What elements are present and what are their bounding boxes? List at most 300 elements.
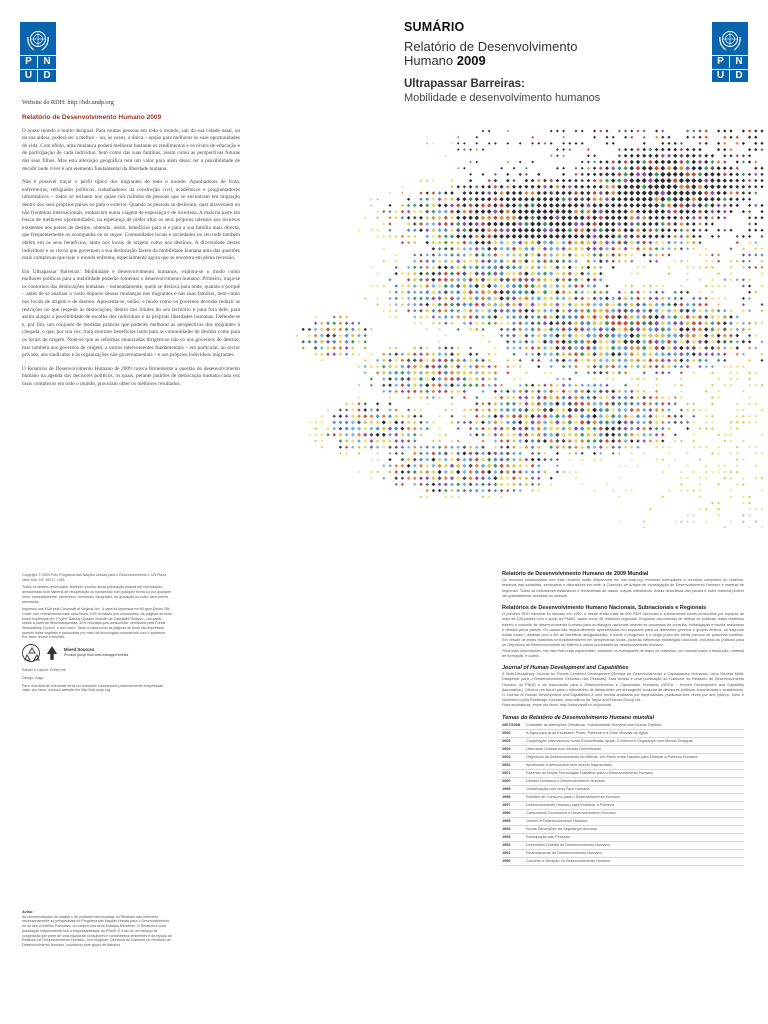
map-dot: [419, 197, 422, 200]
map-dot: [457, 167, 460, 170]
map-dot: [556, 458, 559, 461]
map-dot: [364, 346, 367, 349]
map-dot: [456, 390, 460, 394]
map-dot: [469, 321, 473, 325]
map-dot: [321, 446, 324, 449]
map-dot: [524, 185, 528, 189]
map-dot: [705, 520, 708, 523]
map-dot: [668, 446, 671, 449]
map-dot: [469, 427, 472, 430]
map-dot: [568, 247, 572, 251]
map-dot: [723, 191, 727, 195]
map-dot: [326, 427, 329, 430]
map-dot: [605, 253, 609, 257]
map-dot: [667, 247, 671, 251]
map-dot: [648, 241, 652, 245]
map-dot: [686, 452, 689, 455]
map-dot: [580, 272, 584, 276]
map-dot: [723, 129, 726, 132]
map-dot: [456, 241, 460, 245]
map-dot: [431, 383, 435, 387]
map-dot: [543, 309, 547, 313]
map-dot: [450, 439, 453, 442]
map-dot: [320, 327, 324, 331]
map-dot: [518, 215, 523, 220]
map-dot: [388, 445, 391, 448]
map-dot: [598, 414, 603, 419]
map-dot: [438, 203, 442, 207]
map-dot: [431, 476, 435, 480]
logo-letter: D: [38, 69, 56, 82]
map-dot: [586, 290, 590, 294]
map-dot: [413, 464, 417, 468]
map-dot: [642, 154, 646, 158]
map-dot: [556, 383, 560, 387]
map-dot: [630, 253, 634, 257]
map-dot: [660, 184, 665, 189]
map-dot: [674, 433, 677, 436]
map-dot: [462, 191, 466, 195]
map-dot: [574, 445, 578, 449]
map-dot: [686, 278, 689, 281]
map-dot: [469, 328, 472, 331]
map-dot: [394, 359, 398, 363]
map-dot: [692, 148, 695, 151]
map-dot: [648, 216, 652, 220]
map-dot: [512, 483, 516, 487]
map-dot: [407, 309, 410, 312]
map-dot: [432, 253, 435, 256]
map-dot: [488, 130, 491, 133]
map-dot: [561, 346, 565, 350]
map-dot: [705, 421, 708, 424]
map-dot: [673, 247, 676, 250]
map-dot: [394, 390, 397, 393]
map-dot: [692, 241, 695, 244]
map-dot: [493, 408, 497, 412]
map-dot: [667, 142, 670, 145]
map-dot: [574, 278, 578, 282]
map-dot: [692, 327, 696, 331]
map-dot: [456, 358, 460, 362]
map-dot: [506, 359, 509, 362]
map-dot: [394, 371, 398, 375]
website-line[interactable]: Website do RDH: http://hdr.undp.org: [22, 99, 114, 106]
theme-year: 1994: [502, 826, 511, 831]
map-dot: [493, 215, 498, 220]
map-dot: [388, 210, 391, 213]
map-dot: [679, 209, 684, 214]
map-dot: [549, 321, 553, 325]
map-dot: [376, 210, 379, 213]
map-dot: [445, 434, 448, 437]
map-dot: [518, 309, 522, 313]
map-dot: [370, 365, 373, 368]
map-dot: [419, 266, 423, 270]
map-dot: [562, 439, 566, 443]
map-dot: [395, 316, 398, 319]
theme-year: 1996: [502, 810, 511, 815]
map-dot: [655, 303, 659, 307]
map-dot: [506, 309, 510, 313]
map-dot: [431, 216, 435, 220]
map-dot: [469, 259, 473, 263]
map-dot: [580, 315, 585, 320]
map-dot: [400, 365, 404, 369]
map-dot: [444, 228, 448, 232]
map-dot: [549, 296, 553, 300]
map-dot: [518, 439, 522, 443]
intro-paragraph: Em Ultrapassar Barreiras: Mobilidade e desenvolvimento humanos, explora-se o modo como melhores políticas para a mobilidade poderão fomentar o desenvolvimento humano. Primeiro, traça-se os contornos das deslocações humanas – nomeadamente, quem se desloca para onde, quando e porquê – antes de se analisar o vasto impacto dessas mudanças nos migrantes e nas suas famílias, bem como nos locais de origem e de destino. Apresenta-se, então, o modo como os governos deverão reduzir as restrições no que respeita às deslocações, dentro dos limites do seu território e para fora dele, para assim alargar a possibilidade de escolha dos indivíduos e as próprias liberdades humanas. Defende-se e, por fim, um conjunto de medidas práticas que poderão melhorar as perspectivas dos migrantes à chegada, o que, por sua vez, trará enormes benefícios tanto para as comunidades de destino como para os locais de origem. Note-se que as reformas enunciadas dirigem-se não só aos governos de destino, mas também aos governos de origem, a outros intervenientes fundamentais – em particular, ao sector privado, aos sindicatos e às organizações não governamentais – e aos próprios indivíduos migrantes.: [22, 268, 240, 359]
map-dot: [717, 148, 720, 151]
map-dot: [716, 178, 720, 182]
map-dot: [493, 451, 497, 455]
disclaimer-block: [22, 910, 172, 948]
map-dot: [661, 371, 664, 374]
map-dot: [599, 439, 603, 443]
map-dot: [475, 451, 479, 455]
map-dot: [487, 309, 491, 313]
section-link[interactable]: Para assinaturas, envie por favor: http://www.tandf.co.uk/journals: [502, 703, 612, 708]
map-dot: [611, 172, 615, 176]
map-dot: [736, 371, 739, 374]
map-dot: [642, 396, 646, 400]
map-dot: [481, 315, 485, 319]
map-dot: [692, 309, 696, 313]
map-dot: [637, 272, 640, 275]
map-dot: [432, 241, 436, 245]
map-dot: [518, 277, 523, 282]
map-dot: [326, 327, 330, 331]
map-dot: [742, 173, 745, 176]
printing-text: Impresso nos EUA pela Colorcraft of Virginia, Inc. A capa foi impressa em 80 gsm Devon Silk Cover com revestimento mate ultra-fosco, 10% reciclado pós-consumidor. As páginas de texto foram impressas em 70 g/m² Natural Opaque Smooth de Cascades Rolland – um papel obtido a partir de fibra branqueada, 30% reciclado pós-consumidor, certificado pela Forest Stewardship Council, e sem cloro. Tanto a capa como as páginas de texto são impressas usando tintas vegetais e produzidas por meio de tecnologias compatíveis com o ambiente. Por favor recicle e reutilize.: [22, 607, 173, 640]
map-dot: [692, 247, 695, 250]
map-dot: [611, 346, 616, 351]
copyright-text: Copyright © 2009 Pelo Programa das Nações Unidas para o Desenvolvimento 1 UN Plaza, New York, NY 10017, USA: [22, 573, 168, 582]
map-dot: [611, 178, 615, 182]
map-dot: [679, 178, 684, 183]
map-dot: [748, 253, 751, 256]
map-dot: [407, 470, 411, 474]
map-dot: [680, 291, 683, 294]
map-dot: [667, 297, 671, 301]
map-dot: [537, 383, 540, 386]
map-dot: [617, 315, 622, 320]
map-dot: [487, 489, 490, 492]
map-dot: [413, 446, 416, 449]
map-dot: [623, 166, 627, 170]
map-dot: [431, 364, 435, 368]
map-dot: [698, 209, 702, 213]
map-dot: [512, 396, 516, 400]
map-dot: [667, 303, 671, 307]
map-dot: [338, 346, 342, 350]
map-dot: [413, 297, 417, 301]
map-dot: [555, 340, 559, 344]
map-dot: [599, 259, 603, 263]
map-dot: [660, 190, 665, 195]
map-dot: [642, 390, 645, 393]
map-dot: [593, 179, 597, 183]
section-link[interactable]: Para mais informações, ver http://hdr.undp.org/en/nhdr/, incluindo os exemplares de todos os relatórios, um manual sobre a resolução, material de formação, e outros.: [502, 648, 744, 658]
map-dot: [444, 234, 448, 238]
map-dot: [494, 321, 498, 325]
map-dot: [661, 414, 665, 418]
disclaimer-heading: Aviso:: [22, 910, 34, 914]
map-dot: [462, 358, 466, 362]
map-dot: [649, 285, 652, 288]
theme-title: Liberdade Cultural num Mundo Diversificado: [526, 746, 601, 751]
map-dot: [543, 240, 548, 245]
map-dot: [623, 184, 628, 189]
map-dot: [667, 241, 671, 245]
theme-year: 1999: [502, 786, 511, 791]
map-dot: [444, 489, 447, 492]
map-dot: [524, 271, 529, 276]
map-dot: [555, 358, 559, 362]
map-dot: [524, 470, 528, 474]
map-dot: [506, 321, 510, 325]
map-dot: [487, 408, 491, 412]
map-dot: [742, 328, 746, 332]
map-dot: [705, 260, 708, 263]
map-dot: [450, 321, 453, 324]
map-dot: [487, 209, 492, 214]
map-dot: [599, 130, 602, 133]
map-dot: [568, 309, 572, 313]
map-dot: [425, 222, 429, 226]
map-dot: [389, 396, 392, 399]
map-dot: [686, 129, 689, 132]
map-dot: [376, 414, 380, 418]
map-dot: [493, 420, 497, 424]
map-dot: [426, 402, 429, 405]
map-dot: [400, 383, 404, 387]
map-dot: [401, 192, 404, 195]
map-dot: [736, 378, 739, 381]
map-dot: [537, 185, 541, 189]
map-dot: [760, 173, 763, 176]
map-dot: [723, 384, 726, 387]
map-dot: [518, 420, 522, 424]
map-dot: [748, 204, 751, 207]
map-dot: [420, 496, 422, 498]
map-dot: [717, 433, 720, 436]
map-dot: [425, 290, 429, 294]
map-dot: [450, 216, 454, 220]
map-dot: [444, 445, 448, 449]
map-dot: [685, 160, 689, 164]
map-dot: [593, 296, 597, 300]
map-dot: [748, 377, 751, 380]
map-dot: [524, 290, 529, 295]
map-dot: [574, 371, 577, 374]
map-dot: [549, 259, 553, 263]
map-dot: [487, 365, 491, 369]
map-dot: [382, 445, 386, 449]
map-dot: [617, 240, 621, 244]
map-dot: [493, 197, 497, 201]
map-dot: [642, 247, 646, 251]
map-dot: [463, 167, 466, 170]
map-dot: [661, 358, 665, 362]
map-dot: [475, 203, 479, 207]
fsc-tree-icon: [46, 645, 58, 661]
map-dot: [624, 247, 628, 251]
map-dot: [487, 277, 492, 282]
map-dot: [518, 253, 522, 257]
map-dot: [499, 215, 504, 220]
map-dot: [655, 285, 658, 288]
map-dot: [550, 458, 553, 461]
map-dot: [636, 290, 640, 294]
map-dot: [419, 296, 423, 300]
map-dot: [667, 234, 671, 238]
map-dot: [692, 315, 696, 319]
map-dot: [729, 340, 733, 344]
map-dot: [493, 277, 498, 282]
map-dot: [463, 321, 467, 325]
map-dot: [630, 228, 634, 232]
theme-title: Padrões de Consumo para o Desenvolvimento Humano: [526, 794, 621, 799]
map-dot: [481, 185, 485, 189]
map-dot: [499, 290, 504, 295]
map-dot: [748, 495, 751, 498]
map-dot: [748, 384, 751, 387]
map-dot: [648, 296, 652, 300]
map-dot: [760, 216, 763, 219]
map-dot: [512, 433, 516, 437]
map-dot: [742, 278, 745, 281]
map-dot: [748, 216, 751, 219]
map-dot: [549, 209, 554, 214]
map-dot: [655, 458, 658, 461]
map-dot: [581, 130, 584, 133]
map-dot: [518, 259, 522, 263]
map-dot: [493, 284, 498, 289]
map-dot: [437, 470, 441, 474]
map-dot: [494, 377, 498, 381]
map-dot: [568, 346, 572, 350]
map-dot: [611, 358, 615, 362]
map-dot: [431, 234, 435, 238]
map-dot: [549, 191, 553, 195]
map-dot: [711, 278, 714, 281]
map-dot: [630, 296, 634, 300]
map-dot: [667, 222, 671, 226]
map-dot: [550, 365, 553, 368]
map-dot: [760, 148, 763, 151]
map-dot: [729, 185, 733, 189]
map-dot: [357, 433, 361, 437]
map-dot: [598, 215, 603, 220]
map-dot: [407, 420, 411, 424]
map-dot: [556, 470, 559, 473]
map-dot: [599, 365, 603, 369]
map-dot: [680, 235, 684, 239]
map-dot: [351, 433, 355, 437]
map-dot: [742, 421, 745, 424]
map-dot: [530, 247, 534, 251]
map-dot: [518, 315, 522, 319]
map-dot: [599, 433, 603, 437]
map-dot: [302, 346, 305, 349]
map-dot: [686, 148, 690, 152]
map-dot: [599, 458, 602, 461]
map-dot: [680, 390, 683, 393]
map-dot: [487, 457, 491, 461]
map-dot: [580, 203, 585, 208]
map-dot: [493, 234, 498, 239]
map-dot: [543, 352, 547, 356]
map-dot: [432, 142, 434, 144]
map-dot: [629, 327, 634, 332]
map-dot: [549, 383, 553, 387]
map-dot: [468, 216, 472, 220]
map-dot: [524, 265, 528, 269]
map-dot: [481, 203, 485, 207]
map-dot: [717, 160, 721, 164]
map-dot: [494, 445, 498, 449]
map-dot: [692, 216, 696, 220]
map-dot: [623, 228, 628, 233]
map-dot: [704, 303, 708, 307]
map-dot: [468, 296, 473, 301]
map-dot: [655, 241, 659, 245]
map-dot: [642, 166, 647, 171]
map-dot: [593, 130, 596, 133]
map-dot: [643, 266, 646, 269]
map-dot: [655, 446, 658, 449]
map-dot: [648, 427, 652, 431]
map-dot: [630, 247, 634, 251]
map-dot: [499, 464, 503, 468]
map-dot: [462, 476, 466, 480]
map-dot: [444, 216, 448, 220]
map-dot: [611, 185, 615, 189]
map-dot: [425, 309, 429, 313]
map-dot: [748, 278, 751, 281]
map-dot: [717, 464, 720, 467]
map-dot: [742, 179, 746, 183]
map-dot: [419, 204, 423, 208]
map-dot: [692, 222, 696, 226]
map-dot: [469, 433, 472, 436]
map-dot: [395, 452, 398, 455]
map-dot: [593, 458, 596, 461]
map-dot: [723, 166, 727, 170]
map-dot: [524, 464, 528, 468]
map-dot: [500, 328, 503, 331]
map-dot: [648, 352, 652, 356]
map-dot: [363, 439, 367, 443]
map-dot: [685, 346, 689, 350]
map-dot: [581, 458, 584, 461]
map-dot: [401, 290, 405, 294]
map-dot: [629, 339, 634, 344]
map-dot: [710, 210, 714, 214]
map-dot: [630, 136, 633, 139]
map-dot: [413, 458, 417, 462]
map-dot: [568, 458, 571, 461]
map-dot: [493, 259, 497, 263]
map-dot: [487, 302, 491, 306]
map-dot: [686, 464, 689, 467]
map-dot: [426, 489, 429, 492]
map-dot: [736, 421, 739, 424]
map-dot: [475, 234, 479, 238]
map-dot: [506, 265, 510, 269]
